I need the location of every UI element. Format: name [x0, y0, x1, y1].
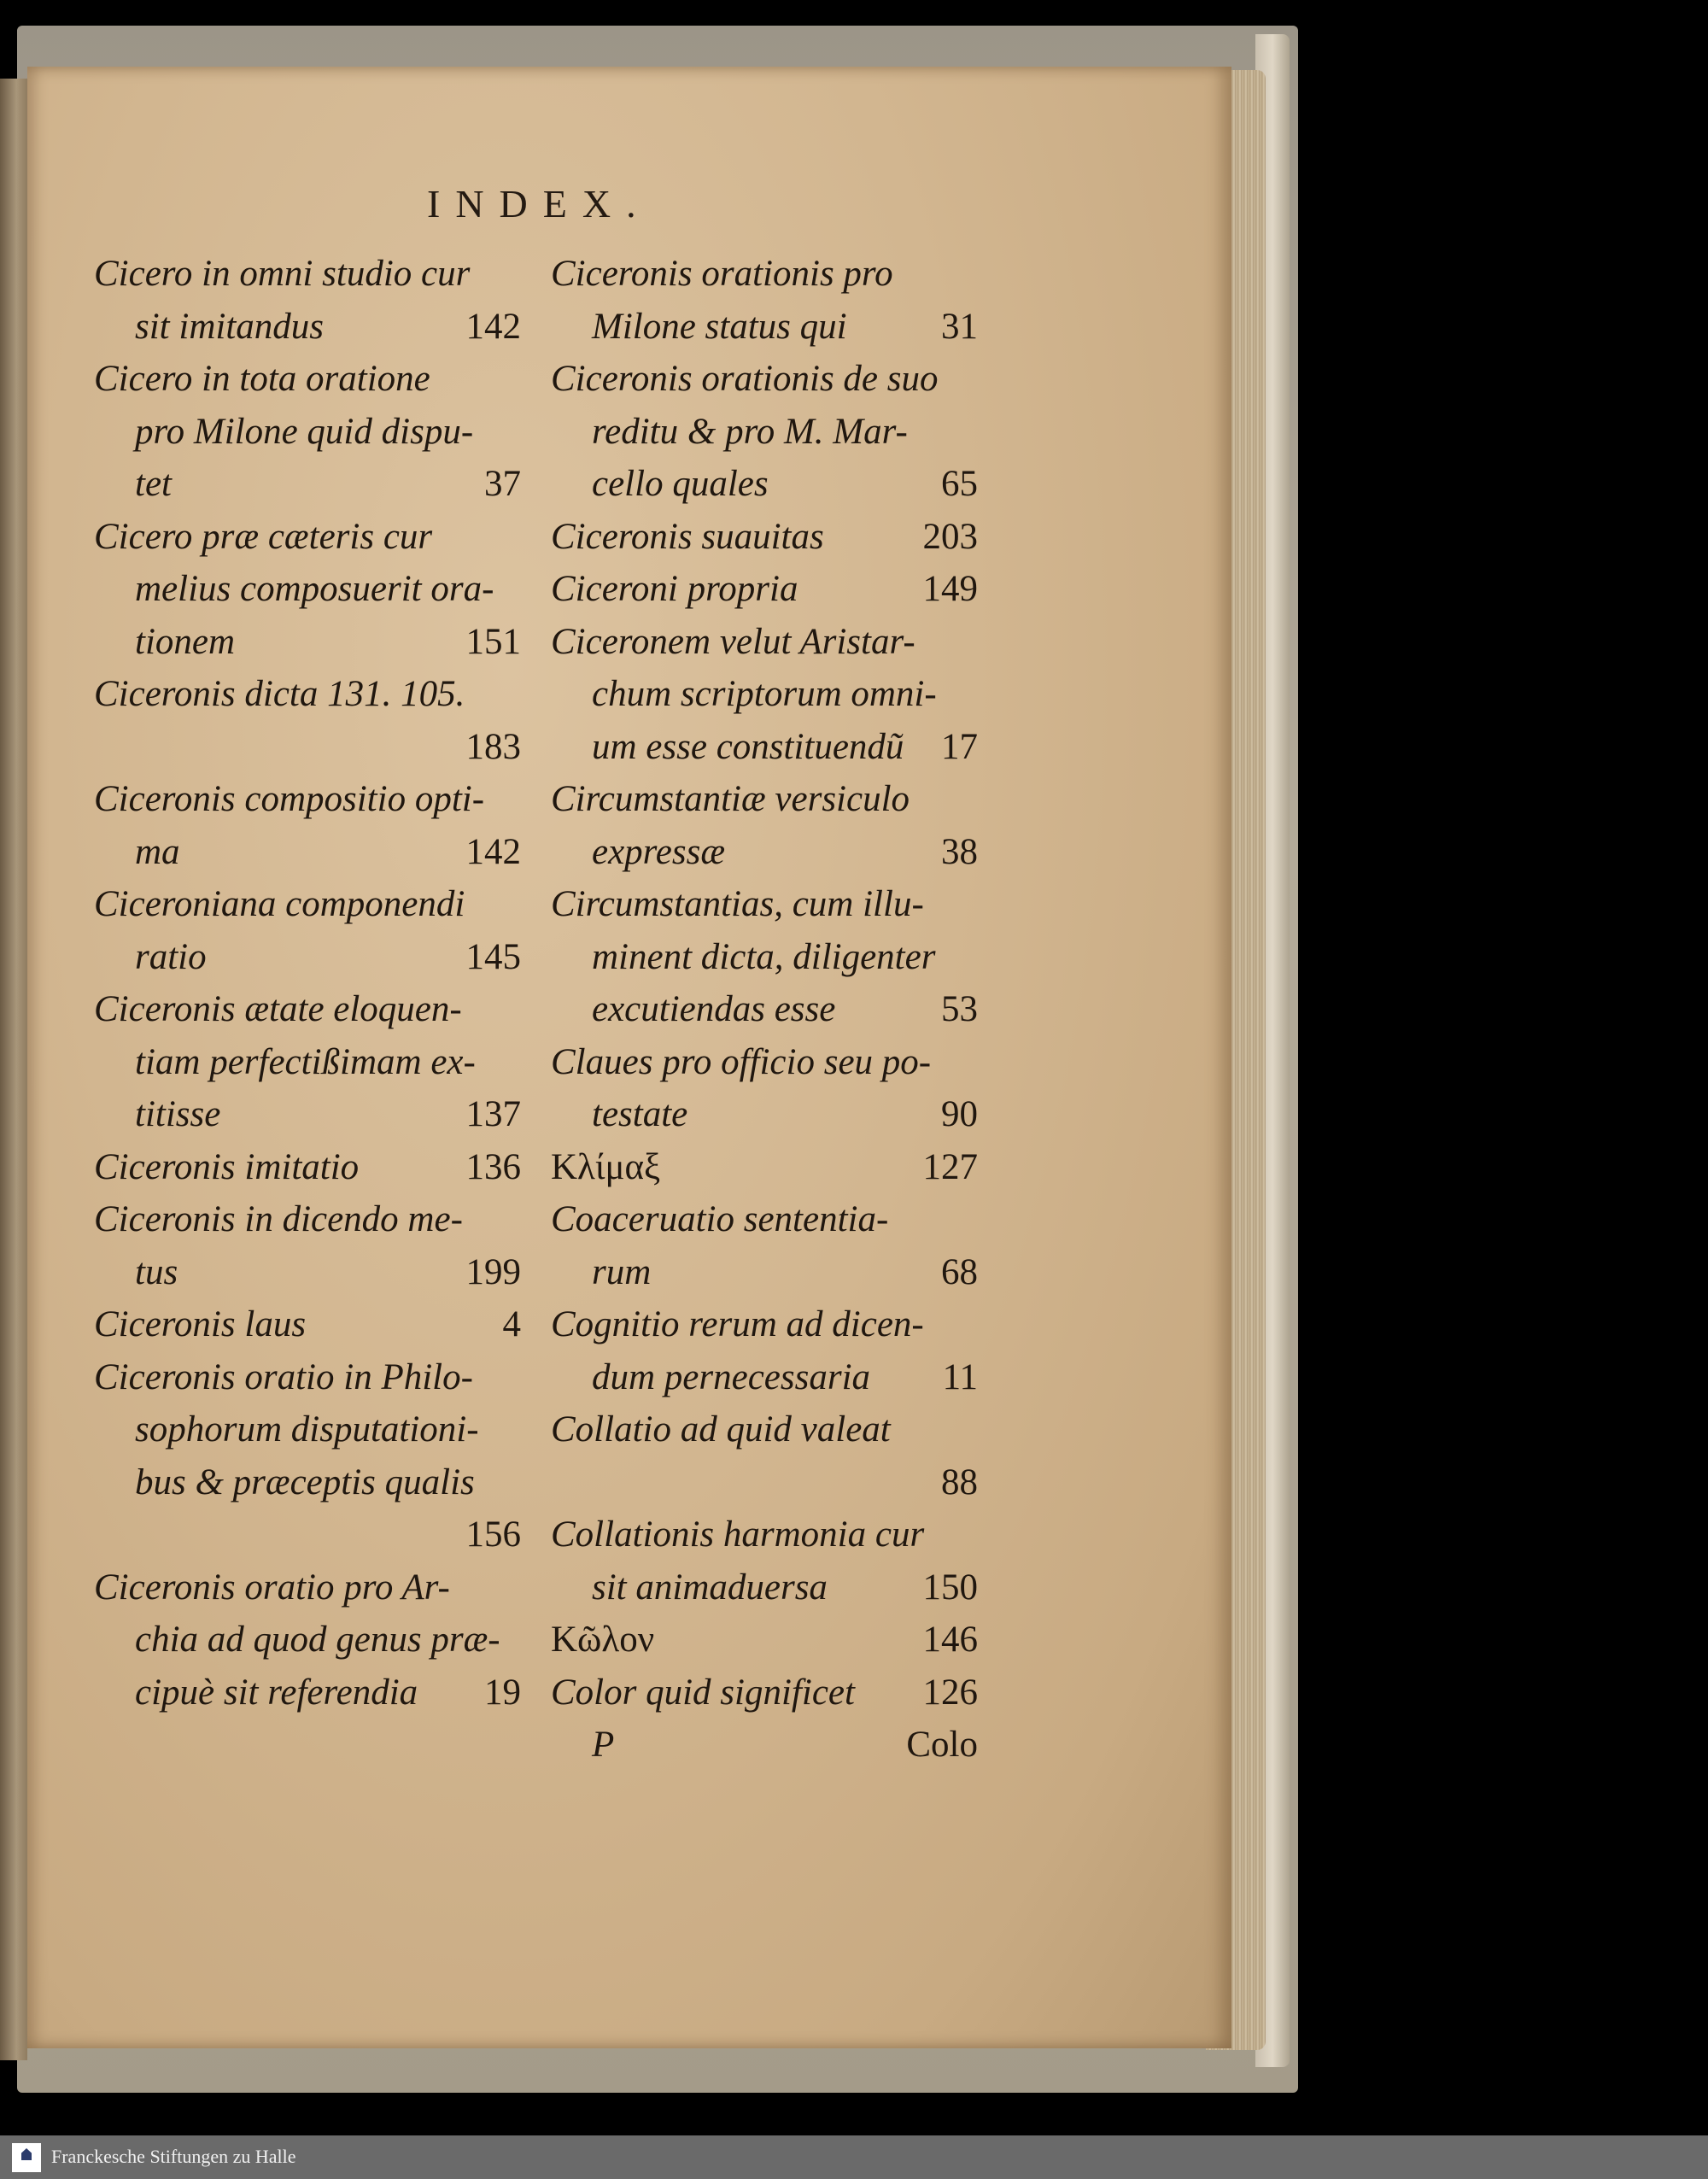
- index-entry: [551, 248, 978, 301]
- index-entry: [551, 826, 978, 879]
- index-entry-text: tet: [135, 464, 172, 504]
- index-entry: [551, 458, 978, 511]
- index-entry: [551, 1351, 978, 1404]
- index-entry: [94, 1403, 521, 1456]
- index-entry: [94, 931, 521, 984]
- index-entry: [94, 878, 521, 931]
- index-entry-text: Cicero in omni studio cur: [94, 254, 471, 294]
- index-entry: [94, 721, 521, 774]
- index-entry: [551, 511, 978, 564]
- index-entry-page: 136: [465, 1146, 521, 1187]
- index-entry-text: cipuè sit referendia: [135, 1672, 418, 1713]
- index-entry-page: 137: [465, 1094, 521, 1134]
- index-entry-text: reditu & pro M. Mar-: [592, 411, 908, 452]
- index-entry: [94, 511, 521, 564]
- index-entry-page: 65: [941, 464, 978, 504]
- index-entry-text: Cognitio rerum ad dicen-: [551, 1304, 924, 1344]
- index-entry-text: Ciceronis in dicendo me-: [94, 1199, 463, 1239]
- index-entry-text: tus: [135, 1251, 178, 1292]
- index-entry: [551, 668, 978, 721]
- index-entry-page: 53: [941, 989, 978, 1029]
- index-entry-text: Cicero in tota oratione: [94, 359, 430, 399]
- index-entry-text: Ciceronis orationis pro: [551, 254, 893, 294]
- index-entry-text: Ciceronis compositio opti-: [94, 779, 485, 819]
- index-entry: [551, 1456, 978, 1509]
- index-entry: [94, 248, 521, 301]
- index-entry-text: expressæ: [592, 831, 726, 872]
- index-entry-text: excutiendas esse: [592, 989, 836, 1029]
- index-entry-text: cello quales: [592, 464, 769, 504]
- index-entry-page: 199: [465, 1251, 521, 1292]
- index-entry-text: Κῶλον: [551, 1620, 655, 1660]
- index-entry-text: melius composuerit ora-: [135, 569, 494, 609]
- index-entry-page: 183: [465, 726, 521, 767]
- index-entry-page: 11: [942, 1356, 978, 1397]
- index-entry-page: 37: [484, 464, 521, 504]
- index-entry: [94, 353, 521, 406]
- index-entry-page: 127: [922, 1146, 978, 1187]
- index-entry: [551, 301, 978, 354]
- index-entry: [94, 1088, 521, 1141]
- index-entry: [94, 1614, 521, 1666]
- index-entry-page: 142: [465, 831, 521, 872]
- index-entry: [551, 1561, 978, 1614]
- index-entry: [551, 1193, 978, 1246]
- index-entry: [94, 1351, 521, 1404]
- index-entry-text: sit animaduersa: [592, 1567, 828, 1608]
- index-entry-text: ma: [135, 831, 180, 872]
- index-entry: [94, 1036, 521, 1089]
- index-entry-page: 149: [922, 569, 978, 609]
- index-entry-text: tiam perfectißimam ex-: [135, 1041, 476, 1082]
- index-entry: [551, 1403, 978, 1456]
- index-entry-page: 203: [922, 516, 978, 557]
- index-entry-text: Coaceruatio sententia-: [551, 1199, 889, 1239]
- index-entry: [94, 406, 521, 459]
- index-entry-text: Ciceronem velut Aristar-: [551, 621, 915, 662]
- index-entry-text: Claues pro officio seu po-: [551, 1041, 932, 1082]
- index-entry-text: chum scriptorum omni-: [592, 674, 937, 714]
- index-entry-text: Collationis harmonia cur: [551, 1514, 925, 1555]
- index-entry: [551, 1719, 978, 1772]
- index-entry-text: Milone status qui: [592, 306, 847, 347]
- index-entry-text: rum: [592, 1251, 652, 1292]
- index-entry-page: 145: [465, 936, 521, 977]
- index-entry-text: Ciceronis oratio in Philo-: [94, 1356, 473, 1397]
- index-entry: [94, 616, 521, 669]
- index-entry-page: 38: [941, 831, 978, 872]
- index-entry-page: 88: [941, 1461, 978, 1502]
- index-entry: [551, 353, 978, 406]
- index-entry: [94, 563, 521, 616]
- index-entry-page: 19: [484, 1672, 521, 1713]
- index-entry-text: Ciceronis orationis de suo: [551, 359, 939, 399]
- index-entry: [94, 1246, 521, 1299]
- book-spine-edge: [0, 79, 27, 2060]
- index-entry-text: Ciceronis dicta 131. 105.: [94, 674, 465, 714]
- index-entry-text: chia ad quod genus præ-: [135, 1620, 500, 1660]
- index-entry-text: Κλίμαξ: [551, 1146, 661, 1187]
- index-entry-page: 17: [941, 726, 978, 767]
- index-entry-text: ratio: [135, 936, 207, 977]
- index-entry: [94, 301, 521, 354]
- index-entry: [94, 826, 521, 879]
- index-entry: [551, 616, 978, 669]
- index-entry-text: sophorum disputationi-: [135, 1409, 479, 1450]
- index-entry: [94, 773, 521, 826]
- institution-name: Franckesche Stiftungen zu Halle: [51, 2146, 296, 2167]
- index-entry-text: Ciceroni propria: [551, 569, 798, 609]
- index-entry-page: 146: [922, 1620, 978, 1660]
- index-entry: [94, 1508, 521, 1561]
- index-entry: [94, 983, 521, 1036]
- index-entry-text: Ciceronis oratio pro Ar-: [94, 1567, 450, 1608]
- index-entry: [551, 563, 978, 616]
- index-entry: [551, 406, 978, 459]
- index-entry-text: titisse: [135, 1094, 221, 1134]
- index-entry: [551, 1614, 978, 1666]
- index-entry: [94, 1561, 521, 1614]
- index-column-right: [551, 248, 978, 1772]
- index-entry-text: pro Milone quid dispu-: [135, 411, 474, 452]
- index-entry: [551, 1036, 978, 1089]
- index-entry: [94, 1666, 521, 1719]
- index-entry-text: dum pernecessaria: [592, 1356, 871, 1397]
- index-entry-text: minent dicta, diligenter: [592, 936, 936, 977]
- index-entry-text: tionem: [135, 621, 236, 662]
- index-entry-text: Ciceronis ætate eloquen-: [94, 989, 462, 1029]
- index-entry: [551, 773, 978, 826]
- index-entry-text: Ciceronis suauitas: [551, 516, 824, 557]
- index-entry-text: Collatio ad quid valeat: [551, 1409, 891, 1450]
- index-entry-page: 126: [922, 1672, 978, 1713]
- index-entry: [551, 983, 978, 1036]
- index-entry: [94, 668, 521, 721]
- index-entry-text: um esse constituendũ: [592, 726, 904, 767]
- index-entry-page: 150: [922, 1567, 978, 1608]
- index-entry-text: Circumstantiæ versiculo: [551, 779, 910, 819]
- index-entry: [551, 1666, 978, 1719]
- index-entry-text: bus & præceptis qualis: [135, 1461, 475, 1502]
- index-entry-page: 31: [941, 306, 978, 347]
- index-entry-text: Ciceroniana componendi: [94, 884, 465, 924]
- index-entry-text: sit imitandus: [135, 306, 325, 347]
- index-entry: [94, 1141, 521, 1194]
- index-entry-page: Colo: [906, 1725, 978, 1765]
- index-entry: [94, 1298, 521, 1351]
- index-entry-page: 4: [502, 1304, 521, 1344]
- index-entry-text: P: [592, 1725, 615, 1765]
- index-entry: [551, 1508, 978, 1561]
- index-entry: [551, 931, 978, 984]
- index-entry: [551, 1298, 978, 1351]
- index-entry: [94, 458, 521, 511]
- index-entry: [551, 878, 978, 931]
- index-entry-page: 68: [941, 1251, 978, 1292]
- index-entry-page: 90: [941, 1094, 978, 1134]
- index-entry-text: Ciceronis imitatio: [94, 1146, 360, 1187]
- index-entry-text: Ciceronis laus: [94, 1304, 307, 1344]
- index-entry-text: testate: [592, 1094, 688, 1134]
- page-header: INDEX.: [427, 182, 652, 226]
- index-entry: [551, 1141, 978, 1194]
- index-entry-page: 142: [465, 306, 521, 347]
- index-entry: [94, 1193, 521, 1246]
- index-entry-text: Color quid significet: [551, 1672, 855, 1713]
- index-entry: [551, 721, 978, 774]
- index-entry-text: Cicero præ cæteris cur: [94, 516, 433, 557]
- institution-logo: [12, 2143, 41, 2172]
- index-entry-page: 151: [465, 621, 521, 662]
- index-entry-page: 156: [465, 1514, 521, 1555]
- index-column-left: [94, 248, 521, 1719]
- index-entry: [94, 1456, 521, 1509]
- index-entry: [551, 1088, 978, 1141]
- index-entry-text: Circumstantias, cum illu-: [551, 884, 924, 924]
- index-entry: [551, 1246, 978, 1299]
